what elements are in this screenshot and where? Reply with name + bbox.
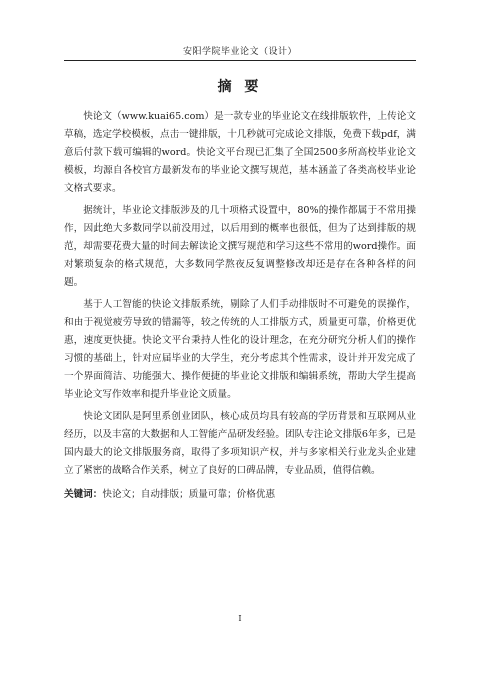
running-header: 安阳学院毕业论文（设计）	[182, 47, 297, 57]
abstract-paragraph-4: 快论文团队是阿里系创业团队，核心成员均具有较高的学历背景和互联网从业经历，以及丰富的大数据和人工智能产品研发经验。团队专注论文排版6年多，已是国内最大的论文排版服务商，取得了多项知识产权，并与多家相关行业龙头企业建立了紧密的战略合作关系，树立了良好的口碑品牌，专业品质，值得信赖。	[64, 411, 416, 476]
abstract-paragraph-3: 基于人工智能的快论文排版系统，剔除了人们手动排版时不可避免的误操作，和由于视觉疲劳导致的错漏等，较之传统的人工排版方式，质量更可靠，价格更优惠，速度更快捷。快论文平台秉持人性化的设计理念，在充分研究分析人们的操作习惯的基础上，针对应届毕业的大学生，充分考虑其个性需求，设计并开发完成了一个界面简洁、功能强大、操作便捷的毕业论文排版和编辑系统，帮助大学生提高毕业论文写作效率和提升毕业论文质量。	[64, 299, 416, 400]
keywords-label: 关键词：	[64, 489, 103, 500]
abstract-title: 摘 要	[217, 79, 263, 95]
keywords-text: 快论文；自动排版；质量可靠；价格优惠	[102, 489, 276, 500]
header-rule	[64, 60, 416, 61]
keywords-line	[64, 486, 416, 504]
abstract-paragraph-2: 据统计，毕业论文排版涉及的几十项格式设置中，80%的操作都属于不常用操作，因此绝大多数同学以前没用过，以后用到的概率也很低，但为了达到排版的规范，却需要花费大量的时间去解读论文撰写规范和学习这些不常用的word操作。面对繁琐复杂的格式规范，大多数同学熬夜反复调整修改却还是存在各种各样的问题。	[64, 205, 416, 288]
abstract-body	[64, 108, 416, 504]
page-number: I	[238, 614, 242, 623]
abstract-paragraph-1: 快论文（www.kuai65.com）是一款专业的毕业论文在线排版软件，上传论文草稿，选定学校模板，点击一键排版，十几秒就可完成论文排版，免费下载pdf，满意后付款下载可编辑的word。快论文平台现已汇集了全国2500多所高校毕业论文模板，均源自各校官方最新发布的毕业论文撰写规范，基本涵盖了各类高校毕业论文格式要求。	[64, 111, 416, 194]
